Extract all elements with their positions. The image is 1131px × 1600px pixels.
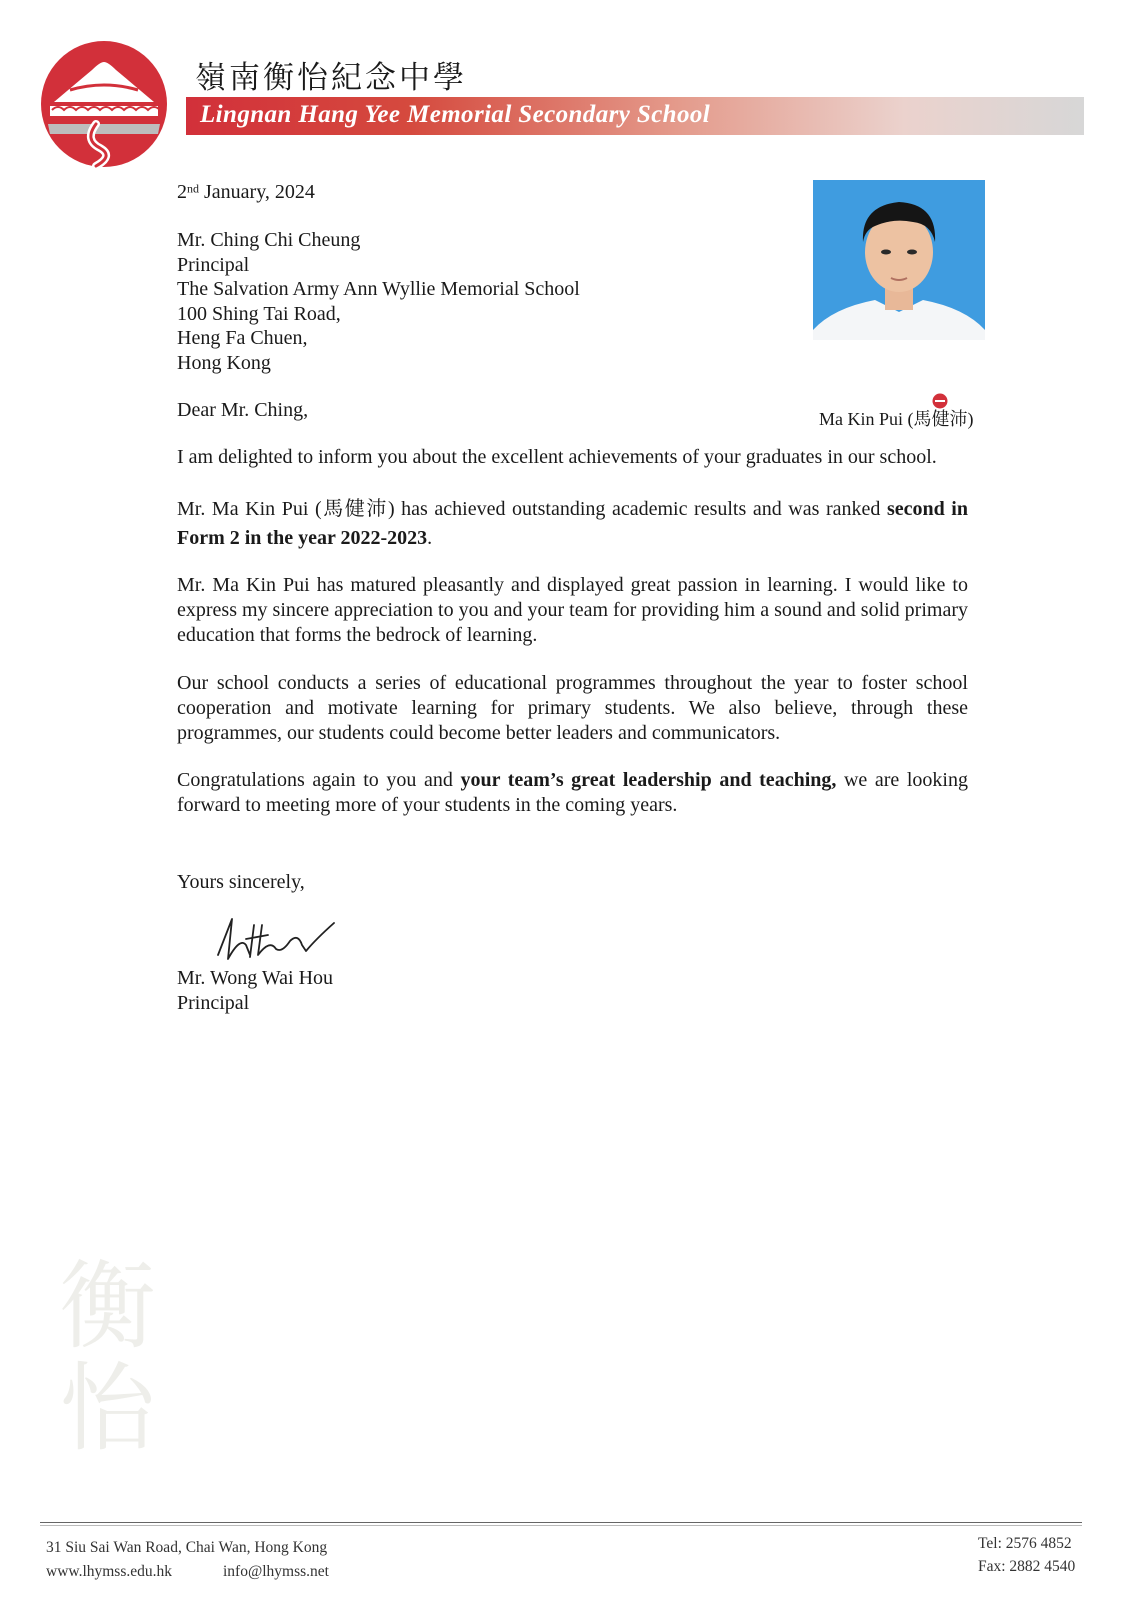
photo-caption: Ma Kin Pui (馬健沛) <box>819 409 974 429</box>
paragraph-5-text: Congratulations again to you and <box>177 769 461 791</box>
footer-telephone: Tel: 2576 4852 <box>978 1535 1072 1552</box>
signer-name: Mr. Wong Wai Hou <box>177 967 334 989</box>
paragraph-2-text: Mr. Ma Kin Pui (馬健沛) has achieved outstanding academic results and was ranked <box>177 498 887 520</box>
school-logo <box>40 40 168 168</box>
paragraph-1: I am delighted to inform you about the excellent achievements of your graduates in our school. <box>177 446 937 468</box>
salutation: Dear Mr. Ching, <box>177 399 309 421</box>
footer-address: 31 Siu Sai Wan Road, Chai Wan, Hong Kong <box>46 1539 328 1556</box>
seal-stamp <box>932 393 948 409</box>
paragraph-4: Our school conducts a series of educational programmes throughout the year to foster school cooperation and motivate learning for primary students. We also believe, through these programmes, our students could become better leaders and communicators. <box>177 672 968 744</box>
paragraph-5 <box>177 768 968 818</box>
signer-block <box>177 966 333 1015</box>
signer-title: Principal <box>177 991 250 1014</box>
student-photo <box>813 180 985 340</box>
recipient-address <box>177 228 580 375</box>
footer-fax: Fax: 2882 4540 <box>978 1558 1076 1575</box>
school-name-chinese: 嶺南衡怡紀念中學 <box>195 60 467 96</box>
footer-email-link[interactable]: info@lhymss.net <box>223 1563 329 1580</box>
paragraph-3: Mr. Ma Kin Pui has matured pleasantly and displayed great passion in learning. I would like to express my sincere appreciation to you and your team for providing him a sound and solid primary education that forms the bedrock of learning. <box>177 574 968 646</box>
date-month-year: January, 2024 <box>199 181 315 203</box>
footer-website-link[interactable]: www.lhymss.edu.hk <box>46 1563 173 1580</box>
date-suffix: nd <box>187 181 199 196</box>
watermark: 衡怡 <box>44 1255 156 1459</box>
recipient-name: Mr. Ching Chi Cheung <box>177 229 361 251</box>
paragraph-2-highlight: second in Form 2 in the year 2022-2023 <box>177 498 968 549</box>
recipient-district: Heng Fa Chuen, <box>177 327 308 349</box>
recipient-title: Principal <box>177 253 250 276</box>
letter-date <box>177 180 315 205</box>
footer-divider-secondary <box>40 1525 1082 1526</box>
paragraph-5-end: we are looking forward to meeting more of your students in the coming years. <box>177 769 968 816</box>
paragraph-2-end: . <box>427 527 433 549</box>
recipient-street: 100 Shing Tai Road, <box>177 302 341 325</box>
paragraph-5-highlight: your team’s great leadership and teaching, <box>460 769 837 791</box>
recipient-school: The Salvation Army Ann Wyllie Memorial School <box>177 278 580 300</box>
date-day: 2 <box>177 181 187 203</box>
school-name-english: Lingnan Hang Yee Memorial Secondary School <box>200 101 711 128</box>
closing: Yours sincerely, <box>177 871 305 893</box>
recipient-region: Hong Kong <box>177 351 271 374</box>
footer-divider <box>40 1522 1082 1523</box>
handwritten-signature <box>210 915 340 965</box>
paragraph-2 <box>177 495 968 553</box>
